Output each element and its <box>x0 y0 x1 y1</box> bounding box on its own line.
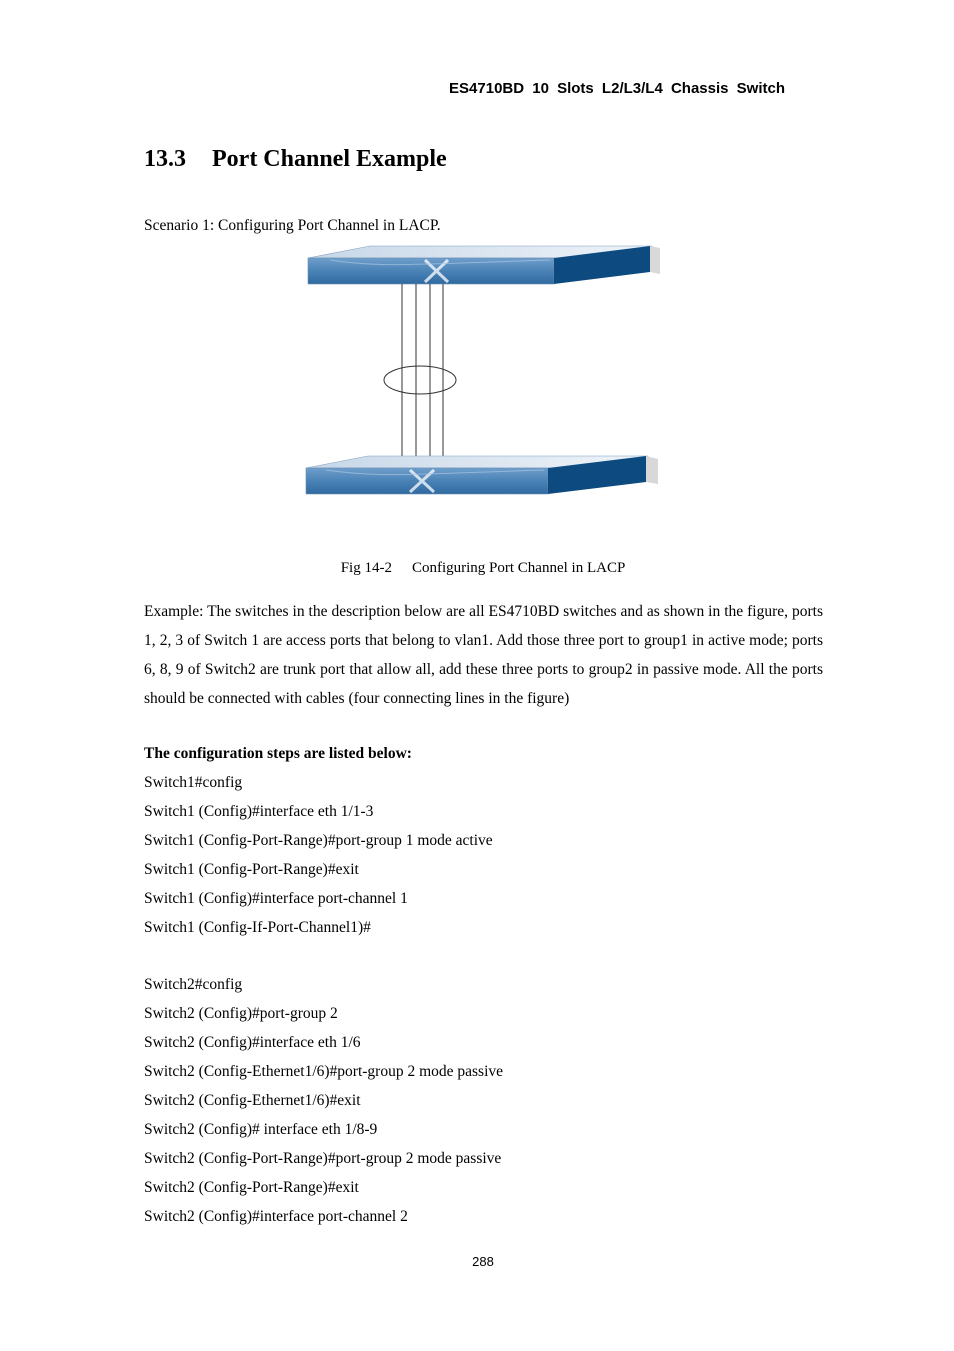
command-line: Switch1 (Config-Port-Range)#port-group 1 mode active <box>144 832 493 849</box>
command-line: Switch2 (Config-Port-Range)#exit <box>144 1179 359 1196</box>
figure-caption <box>0 560 954 577</box>
example-paragraph: Example: The switches in the description below are all ES4710BD switches and as shown in the figure, ports 1, 2, 3 of Switch 1 are access ports that belong to vlan1. Add those three port to group1 in active mode; ports 6, 8, 9 of Switch2 are trunk port that allow all, add these three ports to group2 in passive mode. All the ports should be connected with cables (four connecting lines in the figure) <box>144 603 823 707</box>
command-line: Switch1 (Config-If-Port-Channel1)# <box>144 919 371 936</box>
command-line: Switch2 (Config)#port-group 2 <box>144 1005 338 1022</box>
switch2-command-list <box>144 970 503 1231</box>
command-line: Switch2 (Config-Port-Range)#port-group 2 mode passive <box>144 1150 502 1167</box>
port-channel-ellipse <box>384 366 456 394</box>
section-heading <box>144 146 447 173</box>
command-line: Switch2 (Config)#interface port-channel 2 <box>144 1208 408 1225</box>
lacp-topology-diagram <box>300 238 670 500</box>
connecting-cables <box>402 284 443 456</box>
command-line: Switch2 (Config)# interface eth 1/8-9 <box>144 1121 378 1138</box>
command-line: Switch2 (Config-Ethernet1/6)#port-group 2 mode passive <box>144 1063 504 1080</box>
scenario-text: Scenario 1: Configuring Port Channel in LACP. <box>144 217 441 234</box>
command-line: Switch1 (Config-Port-Range)#exit <box>144 861 359 878</box>
caption-label: Fig 14-2 <box>340 560 392 576</box>
switch-2-icon <box>306 456 658 494</box>
section-title: Port Channel Example <box>212 146 447 172</box>
steps-heading: The configuration steps are listed below: <box>144 745 412 762</box>
command-line: Switch1#config <box>144 774 243 791</box>
page-header: ES4710BD 10 Slots L2/L3/L4 Chassis Switch <box>449 80 785 97</box>
command-line: Switch2#config <box>144 976 243 993</box>
command-line: Switch2 (Config-Ethernet1/6)#exit <box>144 1092 361 1109</box>
caption-text: Configuring Port Channel in LACP <box>411 560 626 576</box>
command-line: Switch1 (Config)#interface eth 1/1-3 <box>144 803 374 820</box>
command-line: Switch2 (Config)#interface eth 1/6 <box>144 1034 361 1051</box>
switch1-command-list <box>144 768 493 942</box>
page-number: 288 <box>472 1254 494 1269</box>
switch-1-icon <box>308 246 660 284</box>
section-number: 13.3 <box>144 146 186 172</box>
command-line: Switch1 (Config)#interface port-channel 1 <box>144 890 408 907</box>
